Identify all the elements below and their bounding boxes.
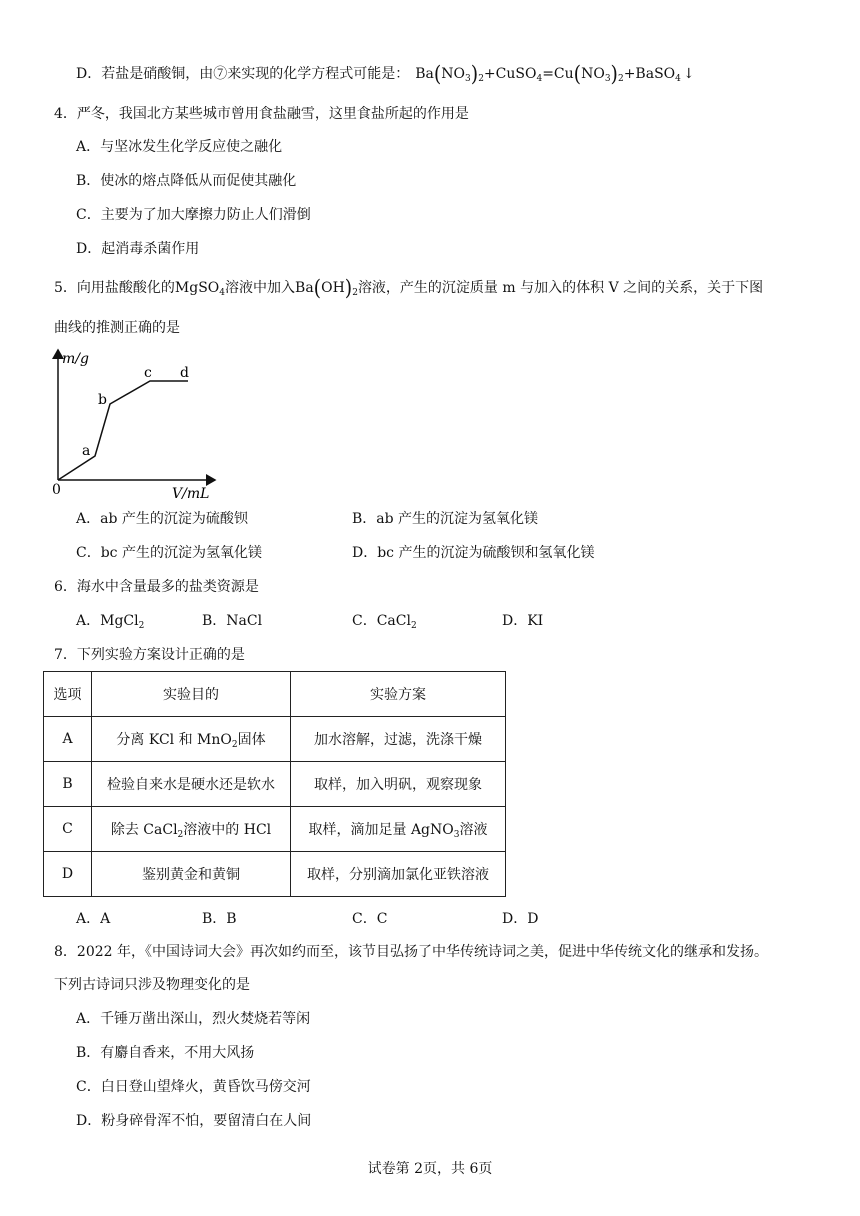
cell-option: A	[44, 717, 92, 762]
q7-option-b[interactable]: B．B	[202, 911, 237, 927]
q8-stem-line2: 下列古诗词只涉及物理变化的是	[54, 977, 250, 993]
cell-option: B	[44, 762, 92, 807]
header-goal: 实验目的	[92, 672, 291, 717]
cell-goal: 分离 KCl 和 MnO$_2$固体	[92, 717, 291, 762]
point-a-label: a	[82, 443, 91, 459]
q4-stem: 4．严冬，我国北方某些城市曾用食盐融雪，这里食盐所起的作用是	[54, 106, 469, 122]
cell-plan: 加水溶解，过滤，洗涤干燥	[291, 717, 506, 762]
header-option: 选项	[44, 672, 92, 717]
origin-label: 0	[52, 482, 61, 498]
cell-plan: 取样，分别滴加氯化亚铁溶液	[291, 852, 506, 897]
q7-option-d[interactable]: D．D	[502, 911, 539, 927]
header-plan: 实验方案	[291, 672, 506, 717]
cell-option: D	[44, 852, 92, 897]
q8-option-d[interactable]: D．粉身碎骨浑不怕，要留清白在人间	[76, 1113, 312, 1129]
curve-line	[58, 381, 188, 480]
q6-option-d[interactable]: D．KI	[502, 613, 544, 629]
q5-option-b[interactable]: B．ab 产生的沉淀为氢氧化镁	[352, 511, 539, 527]
q5-option-d[interactable]: D．bc 产生的沉淀为硫酸钡和氢氧化镁	[352, 545, 595, 561]
q8-option-c[interactable]: C．白日登山望烽火，黄昏饮马傍交河	[76, 1079, 311, 1095]
cell-plan: 取样，滴加足量 AgNO$_3$溶液	[291, 807, 506, 852]
point-c-label: c	[144, 365, 152, 381]
table-row	[44, 807, 506, 852]
table-header-row	[44, 672, 506, 717]
q5-mass-volume-graph	[40, 340, 230, 504]
page-footer: 试卷第 2页，共 6页	[367, 1161, 493, 1177]
q7-option-a[interactable]: A．A	[76, 911, 111, 927]
q7-stem: 7．下列实验方案设计正确的是	[54, 647, 245, 663]
q4-option-d[interactable]: D．起消毒杀菌作用	[76, 241, 200, 257]
y-axis-label: m/g	[62, 351, 89, 367]
q6-stem: 6．海水中含量最多的盐类资源是	[54, 579, 259, 595]
q8-option-a[interactable]: A．千锤万凿出深山，烈火焚烧若等闲	[76, 1011, 311, 1027]
q5-option-a[interactable]: A．ab 产生的沉淀为硫酸钡	[76, 511, 248, 527]
cell-plan: 取样，加入明矾，观察现象	[291, 762, 506, 807]
cell-goal: 除去 CaCl$_2$溶液中的 HCl	[92, 807, 291, 852]
q3-option-d: D．若盐是硝酸铜，由⑦来实现的化学方程式可能是： $Ba(NO_3)_2+CuSO_4=Cu(NO_3)_2+BaSO_4$ ↓	[76, 61, 695, 87]
q6-option-b[interactable]: B．NaCl	[202, 613, 263, 629]
q4-option-a[interactable]: A．与坚冰发生化学反应使之融化	[76, 139, 283, 155]
q7-option-c[interactable]: C．C	[352, 911, 388, 927]
cell-goal: 检验自来水是硬水还是软水	[92, 762, 291, 807]
cell-goal: 鉴别黄金和黄铜	[92, 852, 291, 897]
q5-stem: 5．向用盐酸酸化的MgSO$_4$溶液中加入$Ba(OH)_2$溶液，产生的沉淀质量 m 与加入的体积 V 之间的关系，关于下图	[54, 275, 764, 301]
point-d-label: d	[180, 365, 189, 381]
q4-option-c[interactable]: C．主要为了加大摩擦力防止人们滑倒	[76, 207, 311, 223]
q5-option-c[interactable]: C．bc 产生的沉淀为氢氧化镁	[76, 545, 262, 561]
table-row	[44, 762, 506, 807]
q6-option-c[interactable]: C．CaCl$_2$	[352, 613, 417, 631]
q8-option-b[interactable]: B．有麝自香来，不用大风扬	[76, 1045, 255, 1061]
cell-option: C	[44, 807, 92, 852]
q4-option-b[interactable]: B．使冰的熔点降低从而促使其融化	[76, 173, 297, 189]
point-b-label: b	[98, 392, 107, 408]
table-row	[44, 717, 506, 762]
q5-stem-line2: 曲线的推测正确的是	[54, 320, 180, 336]
q6-option-a[interactable]: A．MgCl$_2$	[76, 613, 145, 631]
table-row	[44, 852, 506, 897]
q8-stem: 8．2022 年，《中国诗词大会》再次如约而至，该节目弘扬了中华传统诗词之美，促进中华传统文化的继承和发扬。	[54, 944, 768, 960]
x-axis-label: V/mL	[172, 486, 210, 502]
q7-experiment-table	[43, 671, 506, 897]
